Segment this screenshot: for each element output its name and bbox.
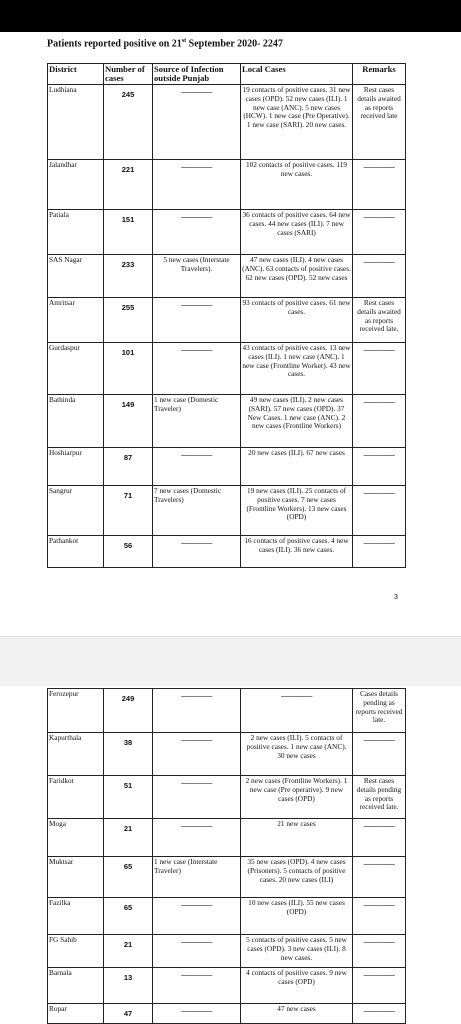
header-local-cases: Local Cases bbox=[241, 64, 353, 85]
table-row bbox=[48, 255, 406, 298]
local-cases-cell: 93 contacts of positive cases. 61 new cases. bbox=[241, 298, 353, 343]
dash-placeholder: ----------------- bbox=[363, 539, 395, 547]
dash-placeholder: ----------------- bbox=[363, 213, 395, 221]
local-cases-cell: 19 contacts of positive cases. 31 new cases (OPD). 52 new cases (ILI). 1 new case (ANC). 5 new cases (HCW). 1 new case (Pre Operative). 1 new case (SARI). 20 new cases. bbox=[241, 85, 353, 160]
cases-cell: 21 bbox=[104, 819, 153, 857]
page-number: 3 bbox=[394, 594, 398, 601]
district-cell: Gurdaspur bbox=[48, 343, 104, 395]
remarks-cell bbox=[353, 395, 406, 448]
remarks-cell bbox=[353, 486, 406, 536]
table-row bbox=[48, 733, 406, 776]
dash-placeholder: ----------------- bbox=[180, 736, 213, 744]
table-row bbox=[48, 85, 406, 160]
dash-placeholder: ----------------- bbox=[363, 398, 395, 406]
table-header-row bbox=[48, 64, 406, 85]
dash-placeholder: ----------------- bbox=[180, 539, 213, 547]
district-cell: Patiala bbox=[48, 210, 104, 255]
remarks-cell bbox=[353, 733, 406, 776]
table-row bbox=[48, 395, 406, 448]
local-cases-cell: 16 contacts of positive cases. 4 new cases (ILI). 36 new cases. bbox=[241, 536, 353, 568]
cases-cell: 51 bbox=[104, 776, 153, 819]
source-cell: 1 new case (Domestic Traveler) bbox=[153, 395, 241, 448]
district-cell: SAS Nagar bbox=[48, 255, 104, 298]
page-gap bbox=[0, 636, 461, 686]
table-row bbox=[48, 486, 406, 536]
table-row bbox=[48, 536, 406, 568]
remarks-cell bbox=[353, 857, 406, 898]
dash-placeholder: ----------------- bbox=[363, 901, 395, 909]
source-cell bbox=[153, 85, 241, 160]
local-cases-cell: 20 new cases (ILI). 67 new cases bbox=[241, 448, 353, 486]
cases-cell: 149 bbox=[104, 395, 153, 448]
remarks-cell bbox=[353, 968, 406, 1004]
dash-placeholder: ----------------- bbox=[180, 822, 213, 830]
dash-placeholder: ----------------- bbox=[363, 489, 395, 497]
cases-cell: 21 bbox=[104, 935, 153, 968]
header-remarks: Remarks bbox=[353, 64, 406, 85]
remarks-cell bbox=[353, 536, 406, 568]
dash-placeholder: ----------------- bbox=[180, 213, 213, 221]
cases-cell: 65 bbox=[104, 857, 153, 898]
local-cases-cell: 2 new cases (Frontline Workers). 1 new case (Pre operative). 9 new cases (OPD) bbox=[241, 776, 353, 819]
cases-cell: 71 bbox=[104, 486, 153, 536]
cases-cell: 233 bbox=[104, 255, 153, 298]
table-row bbox=[48, 160, 406, 210]
source-cell bbox=[153, 448, 241, 486]
source-cell bbox=[153, 968, 241, 1004]
source-cell bbox=[153, 819, 241, 857]
table-row bbox=[48, 935, 406, 968]
dash-placeholder: ----------------- bbox=[363, 971, 395, 979]
dash-placeholder: ----------------- bbox=[180, 692, 213, 700]
header-source: Source of Infection outside Punjab bbox=[153, 64, 241, 85]
local-cases-cell: 4 contacts of positive cases. 9 new cases (OPD) bbox=[241, 968, 353, 1004]
cases-cell: 13 bbox=[104, 968, 153, 1004]
dash-placeholder: ----------------- bbox=[180, 971, 213, 979]
local-cases-cell: 47 new cases bbox=[241, 1004, 353, 1024]
dash-placeholder: ----------------- bbox=[363, 938, 395, 946]
cases-cell: 47 bbox=[104, 1004, 153, 1024]
district-cell: Jalandhar bbox=[48, 160, 104, 210]
header-number-of-cases: Number of cases bbox=[104, 64, 153, 85]
cases-cell: 249 bbox=[104, 689, 153, 733]
table-row bbox=[48, 689, 406, 733]
source-cell bbox=[153, 1004, 241, 1024]
local-cases-cell: 10 new cases (ILI). 55 new cases (OPD) bbox=[241, 898, 353, 935]
dash-placeholder: ----------------- bbox=[180, 901, 213, 909]
cases-cell: 87 bbox=[104, 448, 153, 486]
district-cell: FG Sahib bbox=[48, 935, 104, 968]
dash-placeholder: ----------------- bbox=[180, 88, 213, 96]
source-cell bbox=[153, 898, 241, 935]
local-cases-cell: 43 contacts of positive cases. 13 new cases (ILI). 1 new case (ANC). 1 new case (Frontline Worker). 43 new cases. bbox=[241, 343, 353, 395]
cases-cell: 65 bbox=[104, 898, 153, 935]
district-cell: Ferozepur bbox=[48, 689, 104, 733]
table-row bbox=[48, 898, 406, 935]
document-page-1 bbox=[0, 32, 461, 636]
dash-placeholder: ----------------- bbox=[363, 346, 395, 354]
remarks-cell: Rest cases details awaited as reports received late bbox=[353, 85, 406, 160]
dash-placeholder: ----------------- bbox=[363, 163, 395, 171]
table-row bbox=[48, 819, 406, 857]
table-row bbox=[48, 298, 406, 343]
local-cases-cell: 36 contacts of positive cases. 64 new cases. 44 new cases (ILI). 7 new cases (SARI) bbox=[241, 210, 353, 255]
cases-cell: 255 bbox=[104, 298, 153, 343]
dash-placeholder: ----------------- bbox=[180, 1007, 213, 1015]
source-cell bbox=[153, 298, 241, 343]
local-cases-cell: 47 new cases (ILI). 4 new cases (ANC). 63 contacts of positive cases. 62 new cases (OPD). 52 new cases bbox=[241, 255, 353, 298]
dash-placeholder: ----------------- bbox=[180, 301, 213, 309]
table-row bbox=[48, 968, 406, 1004]
district-cell: Hoshiarpur bbox=[48, 448, 104, 486]
district-cell: Amritsar bbox=[48, 298, 104, 343]
district-cell: Muktsar bbox=[48, 857, 104, 898]
source-cell bbox=[153, 343, 241, 395]
remarks-cell bbox=[353, 343, 406, 395]
remarks-cell: Rest cases details awaited as reports received late. bbox=[353, 298, 406, 343]
remarks-cell bbox=[353, 898, 406, 935]
local-cases-cell bbox=[241, 689, 353, 733]
dash-placeholder: ----------------- bbox=[363, 736, 395, 744]
district-cell: Pathankot bbox=[48, 536, 104, 568]
dash-placeholder: ----------------- bbox=[180, 346, 213, 354]
table-row bbox=[48, 857, 406, 898]
district-cell: Moga bbox=[48, 819, 104, 857]
document-page-2 bbox=[0, 686, 461, 1024]
dash-placeholder: ----------------- bbox=[363, 860, 395, 868]
top-black-bar bbox=[0, 0, 461, 32]
dash-placeholder: ----------------- bbox=[180, 163, 213, 171]
remarks-cell bbox=[353, 210, 406, 255]
cases-cell: 38 bbox=[104, 733, 153, 776]
source-cell bbox=[153, 160, 241, 210]
header-district: District bbox=[48, 64, 104, 85]
district-cell: Fazilka bbox=[48, 898, 104, 935]
table-row bbox=[48, 448, 406, 486]
remarks-cell bbox=[353, 255, 406, 298]
district-cell: Barnala bbox=[48, 968, 104, 1004]
district-cell: Ropar bbox=[48, 1004, 104, 1024]
dash-placeholder: ----------------- bbox=[180, 938, 213, 946]
remarks-cell bbox=[353, 819, 406, 857]
dash-placeholder: ----------------- bbox=[363, 258, 395, 266]
remarks-cell bbox=[353, 160, 406, 210]
remarks-cell bbox=[353, 448, 406, 486]
local-cases-cell: 102 contacts of positive cases. 119 new cases. bbox=[241, 160, 353, 210]
cases-cell: 151 bbox=[104, 210, 153, 255]
table-row bbox=[48, 776, 406, 819]
remarks-cell: Cases details pending as reports received late. bbox=[353, 689, 406, 733]
dash-placeholder: ----------------- bbox=[180, 451, 213, 459]
dash-placeholder: ----------------- bbox=[363, 1007, 395, 1015]
remarks-cell: Rest cases details pending as reports received late. bbox=[353, 776, 406, 819]
district-cell: Kapurthala bbox=[48, 733, 104, 776]
source-cell bbox=[153, 776, 241, 819]
source-cell: 5 new cases (Interstate Travelers). bbox=[153, 255, 241, 298]
dash-placeholder: ----------------- bbox=[363, 822, 395, 830]
cases-cell: 101 bbox=[104, 343, 153, 395]
table-row bbox=[48, 343, 406, 395]
local-cases-cell: 5 contacts of positive cases. 5 new cases (OPD). 3 new cases (ILI). 8 new cases. bbox=[241, 935, 353, 968]
source-cell: 1 new case (Interstate Traveler) bbox=[153, 857, 241, 898]
page-title: Patients reported positive on 21st September 2020- 2247 bbox=[47, 38, 283, 50]
local-cases-cell: 49 new cases (ILI). 2 new cases (SARI). 57 new cases (OPD). 37 New Cases. 1 new case (ANC). 2 new cases (Frontline Workers) bbox=[241, 395, 353, 448]
table-row bbox=[48, 1004, 406, 1024]
source-cell bbox=[153, 733, 241, 776]
local-cases-cell: 21 new cases bbox=[241, 819, 353, 857]
local-cases-cell: 35 new cases (OPD). 4 new cases (Prisoners). 5 contacts of positive cases. 20 new cases (ILI) bbox=[241, 857, 353, 898]
source-cell: 7 new cases (Domestic Travelers) bbox=[153, 486, 241, 536]
table-row bbox=[48, 210, 406, 255]
remarks-cell bbox=[353, 935, 406, 968]
source-cell bbox=[153, 689, 241, 733]
local-cases-cell: 2 new cases (ILI). 5 contacts of positive cases. 1 new case (ANC). 30 new cases bbox=[241, 733, 353, 776]
district-cell: Bathinda bbox=[48, 395, 104, 448]
cases-table-page-2 bbox=[47, 688, 406, 1024]
district-cell: Faridkot bbox=[48, 776, 104, 819]
local-cases-cell: 19 new cases (ILI). 25 contacts of positive cases. 7 new cases (Frontline Workers). 13 new cases (OPD) bbox=[241, 486, 353, 536]
dash-placeholder: ----------------- bbox=[363, 451, 395, 459]
dash-placeholder: ----------------- bbox=[180, 779, 213, 787]
cases-cell: 56 bbox=[104, 536, 153, 568]
source-cell bbox=[153, 536, 241, 568]
cases-cell: 245 bbox=[104, 85, 153, 160]
cases-cell: 221 bbox=[104, 160, 153, 210]
district-cell: Sangrur bbox=[48, 486, 104, 536]
dash-placeholder: ----------------- bbox=[280, 692, 313, 700]
district-cell: Ludhiana bbox=[48, 85, 104, 160]
cases-table-page-1 bbox=[47, 63, 406, 568]
remarks-cell bbox=[353, 1004, 406, 1024]
source-cell bbox=[153, 210, 241, 255]
source-cell bbox=[153, 935, 241, 968]
